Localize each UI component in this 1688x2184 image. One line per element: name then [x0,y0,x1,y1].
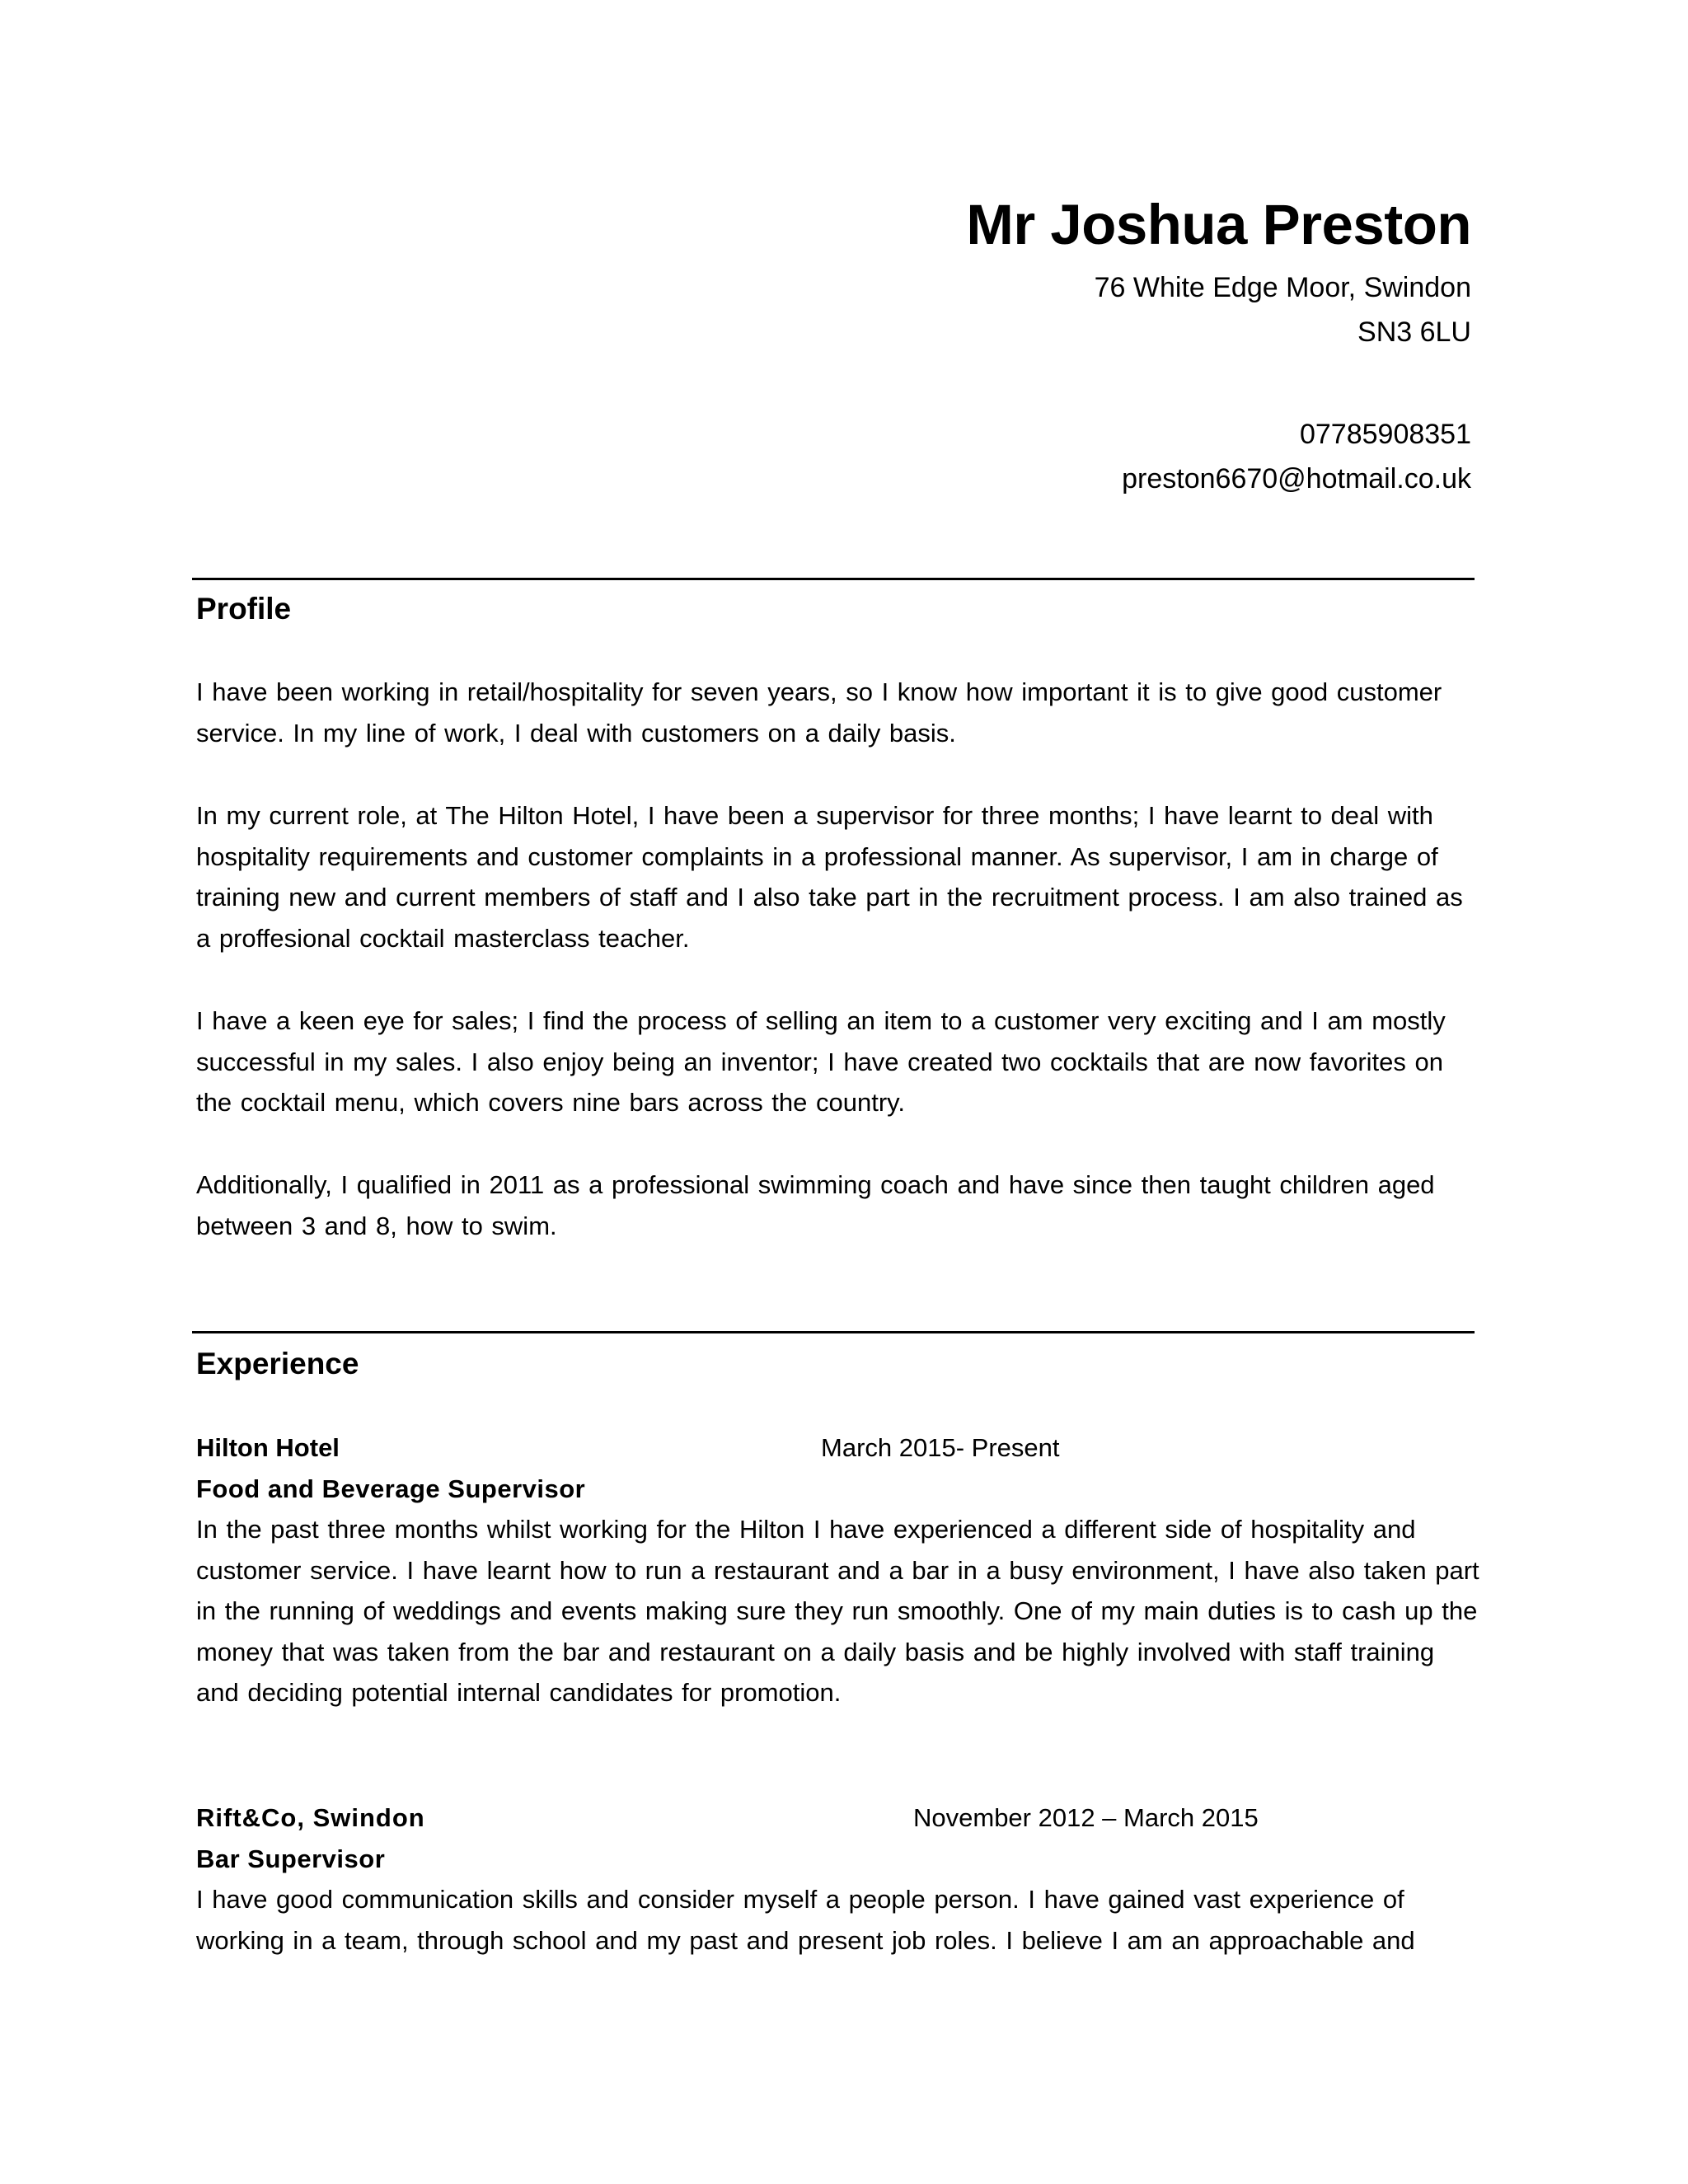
job-title: Food and Beverage Supervisor [196,1474,586,1503]
contact-block [966,412,1471,501]
job-dates: March 2015- Present [821,1433,1060,1462]
profile-paragraph: I have been working in retail/hospitality for seven years, so I know how important it is to give good customer service. In my line of work, I deal with customers on a daily basis. [196,677,1442,748]
cv-header [966,191,1471,501]
job-title: Bar Supervisor [196,1844,386,1873]
address-block [966,265,1471,354]
address-line-2: SN3 6LU [1357,316,1471,348]
address-line-1: 76 White Edge Moor, Swindon [1094,272,1471,303]
job-employer: Hilton Hotel [196,1433,340,1462]
email-address: preston6670@hotmail.co.uk [1122,463,1471,494]
job-employer: Rift&Co, Swindon [196,1803,425,1832]
job-description: In the past three months whilst working for the Hilton I have experienced a different side of hospitality and customer service. I have learnt how to run a restaurant and a bar in a busy environment, I have also taken part in the running of weddings and events making sure they run smoothly. One of my main duties is to cash up the money that was taken from the bar and restaurant on a daily basis and be highly involved with staff training and deciding potential internal candidates for promotion. [196,1515,1479,1707]
profile-paragraph: Additionally, I qualified in 2011 as a professional swimming coach and have since then taught children aged between 3 and 8, how to swim. [196,1170,1435,1240]
experience-heading: Experience [196,1347,359,1380]
profile-divider [192,578,1475,580]
profile-paragraph: I have a keen eye for sales; I find the process of selling an item to a customer very exciting and I am mostly successful in my sales. I also enjoy being an inventor; I have created two cocktails that are now favorites on the cocktail menu, which covers nine bars across the country. [196,1006,1446,1117]
job-dates: November 2012 – March 2015 [913,1803,1259,1832]
profile-heading: Profile [196,592,292,626]
candidate-name: Mr Joshua Preston [966,193,1471,256]
experience-divider [192,1331,1475,1333]
profile-paragraph: In my current role, at The Hilton Hotel, I have been a supervisor for three months; I have learnt to deal with hospitality requirements and customer complaints in a professional manner. As supervisor, I am in charge of training new and current members of staff and I also take part in the recruitment process. I am also trained as a proffesional cocktail masterclass teacher. [196,801,1463,953]
phone-number: 07785908351 [1299,419,1471,450]
job-description: I have good communication skills and consider myself a people person. I have gained vast experience of working in a team, through school and my past and present job roles. I believe I am an approachable and [196,1885,1415,1955]
